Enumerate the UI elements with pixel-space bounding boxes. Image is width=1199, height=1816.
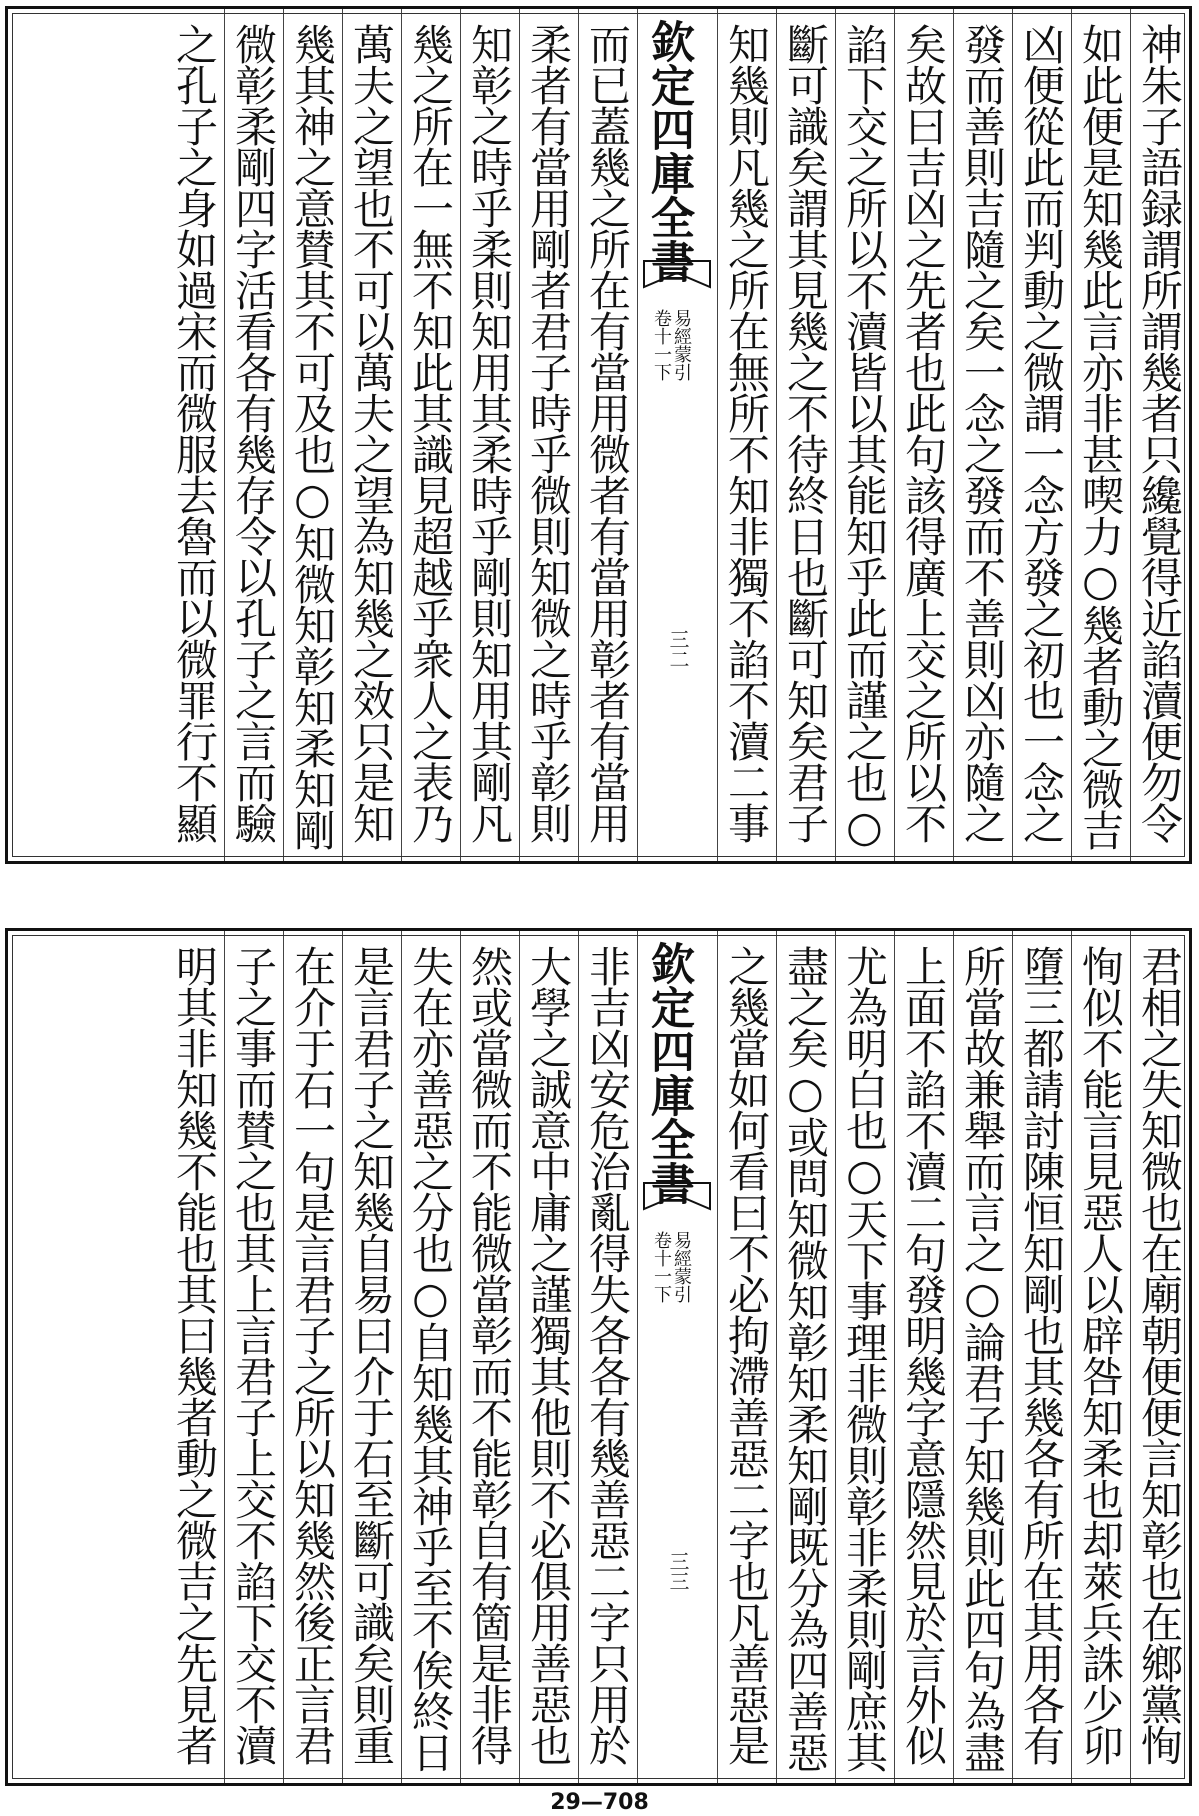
- text-column: 諂下交之所以不瀆皆以其能知乎此而謹之也○: [835, 9, 894, 861]
- text-column: 神朱子語録謂所謂幾者只纔覺得近諂瀆便勿令: [1130, 9, 1189, 861]
- text-column: 盡之矣○或問知微知彰知柔知剛既分為四善惡: [776, 931, 835, 1783]
- text-column: 子之事而賛之也其上言君子上交不諂下交不瀆: [224, 931, 283, 1783]
- text-column: 墮三都請討陳恒知剛也其幾各有所在其用各有: [1012, 931, 1071, 1783]
- collection-title: 欽定四庫全書: [643, 19, 694, 283]
- text-column: 知彰之時乎柔則知用其柔時乎剛則知用其剛凡: [460, 9, 519, 861]
- text-column: 矣故曰吉凶之先者也此句該得廣上交之所以不: [894, 9, 953, 861]
- text-column: 尤為明白也○天下事理非微則彰非柔則剛庶其: [835, 931, 894, 1783]
- center-fold: [637, 9, 717, 861]
- text-column: 所當故兼舉而言之○論君子知幾則此四句為盡: [953, 931, 1012, 1783]
- text-column: 非吉凶安危治亂得失各各有幾善惡二字只用於: [578, 931, 637, 1783]
- text-column: 恂似不能言見惡人以辟咎知柔也却萊兵誅少卯: [1071, 931, 1130, 1783]
- volume-label: 卷十一下: [651, 1231, 672, 1303]
- text-column: 之幾當如何看曰不必拘滯善惡二字也凡善惡是: [717, 931, 776, 1783]
- book-title: 易經蒙引: [671, 1231, 692, 1303]
- text-column: 失在亦善惡之分也○自知幾其神乎至不俟終日: [401, 931, 460, 1783]
- text-column: 幾其神之意賛其不可及也○知微知彰知柔知剛: [283, 9, 342, 861]
- text-column: 微彰柔剛四字活看各有幾存令以孔子之言而驗: [224, 9, 283, 861]
- text-column: 是言君子之知幾自易曰介于石至斷可識矣則重: [342, 931, 401, 1783]
- text-column: 在介于石一句是言君子之所以知幾然後正言君: [283, 931, 342, 1783]
- collection-title: 欽定四庫全書: [643, 941, 694, 1205]
- text-column: 之孔子之身如過宋而微服去魯而以微罪行不顯: [170, 23, 219, 843]
- page-footer-number: 29—708: [550, 1790, 649, 1815]
- text-column: 萬夫之望也不可以萬夫之望為知幾之效只是知: [342, 9, 401, 861]
- text-column: 君相之失知微也在廟朝便便言知彰也在鄉黨恂: [1130, 931, 1189, 1783]
- text-column: 柔者有當用剛者君子時乎微則知微之時乎彰則: [519, 9, 578, 861]
- fishtail-mark-icon: [642, 1181, 712, 1211]
- fishtail-mark-icon: [642, 259, 712, 289]
- leaf-number: 三二: [666, 629, 690, 669]
- text-column: 發而善則吉隨之矣一念之發而不善則凶亦隨之: [953, 9, 1012, 861]
- text-column: 幾之所在一無不知此其識見超越乎衆人之表乃: [401, 9, 460, 861]
- page-bottom: [5, 928, 1192, 1786]
- book-title: 易經蒙引: [671, 309, 692, 381]
- text-column: 大學之誠意中庸之謹獨其他則不必俱用善惡也: [519, 931, 578, 1783]
- text-column: 明其非知幾不能也其曰幾者動之微吉之先見者: [170, 945, 219, 1765]
- text-column: 而已蓋幾之所在有當用微者有當用彰者有當用: [578, 9, 637, 861]
- text-column: 知幾則凡幾之所在無所不知非獨不諂不瀆二事: [717, 9, 776, 861]
- volume-label: 卷十一下: [651, 309, 672, 381]
- text-column: 如此便是知幾此言亦非甚喫力○幾者動之微吉: [1071, 9, 1130, 861]
- text-column: 上面不諂不瀆二句發明幾字意隱然見於言外似: [894, 931, 953, 1783]
- text-column: 凶便從此而判動之微謂一念方發之初也一念之: [1012, 9, 1071, 861]
- leaf-number: 三三: [666, 1551, 690, 1591]
- center-fold: [637, 931, 717, 1783]
- text-column: 然或當微而不能微當彰而不能彰自有箇是非得: [460, 931, 519, 1783]
- page-top: [5, 6, 1192, 864]
- text-column: 斷可識矣謂其見幾之不待終日也斷可知矣君子: [776, 9, 835, 861]
